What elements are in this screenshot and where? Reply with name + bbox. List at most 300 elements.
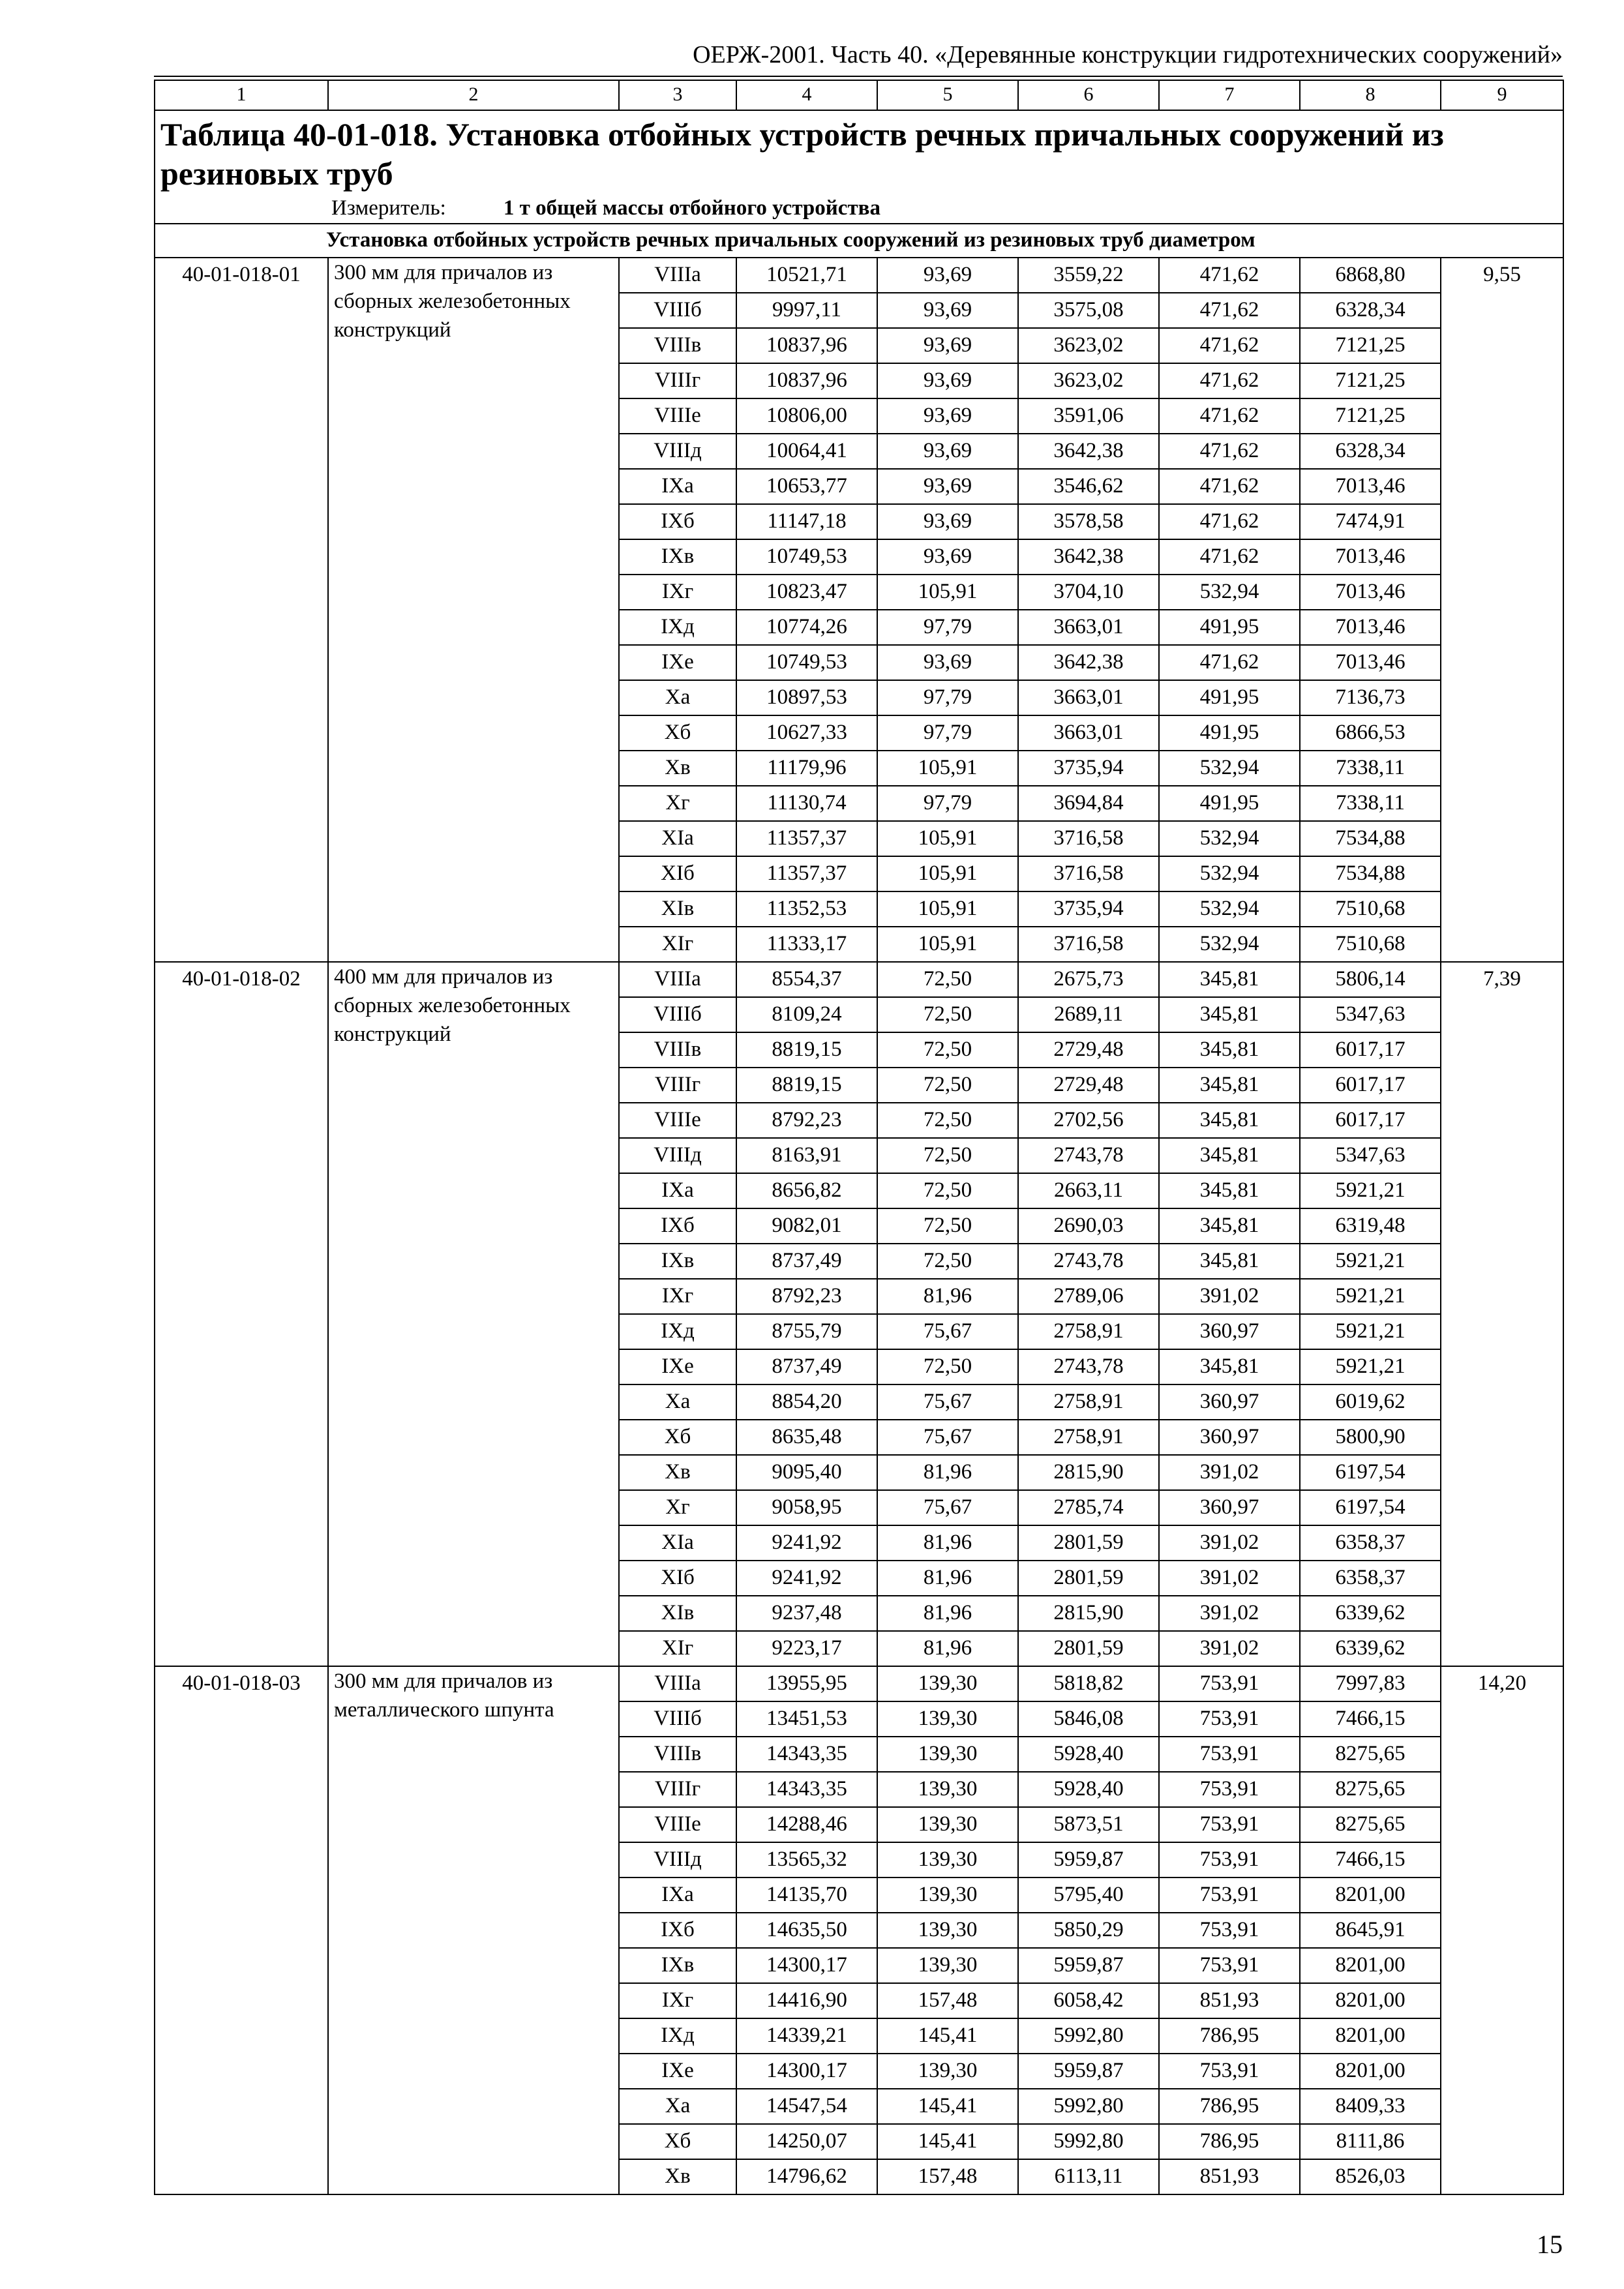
region-code: IXе [619,645,736,680]
cost-total: 14547,54 [736,2089,877,2124]
cost-wages-machinists: 93,69 [877,434,1018,469]
cost-wages-machinists: 97,79 [877,786,1018,821]
cost-wages: 753,91 [1159,1948,1300,1983]
cost-wages-machinists: 105,91 [877,575,1018,610]
cost-total: 9237,48 [736,1596,877,1631]
cost-machines: 2815,90 [1018,1455,1159,1490]
cost-machines: 2663,11 [1018,1173,1159,1208]
cost-wages: 345,81 [1159,1032,1300,1068]
cost-total: 14796,62 [736,2159,877,2194]
region-code: IXб [619,504,736,539]
cost-wages-machinists: 97,79 [877,715,1018,751]
cost-wages: 471,62 [1159,258,1300,293]
cost-machines: 2743,78 [1018,1244,1159,1279]
cost-total: 8819,15 [736,1068,877,1103]
cost-total: 8819,15 [736,1032,877,1068]
cost-total: 14135,70 [736,1878,877,1913]
cost-materials: 5921,21 [1300,1314,1441,1349]
column-number: 6 [1018,80,1159,110]
cost-machines: 3663,01 [1018,715,1159,751]
cost-materials: 5921,21 [1300,1349,1441,1384]
cost-wages: 471,62 [1159,645,1300,680]
cost-total: 13565,32 [736,1842,877,1878]
region-code: VIIIе [619,1103,736,1138]
region-code: Xг [619,1490,736,1525]
region-code: IXг [619,1279,736,1314]
cost-wages-machinists: 93,69 [877,293,1018,328]
column-number: 4 [736,80,877,110]
cost-total: 9241,92 [736,1525,877,1561]
cost-materials: 7510,68 [1300,927,1441,962]
table-title: Таблица 40-01-018. Установка отбойных устройств речных причальных сооружений из резиновых труб [160,116,1444,192]
column-number: 1 [155,80,328,110]
cost-total: 11130,74 [736,786,877,821]
region-code: IXд [619,610,736,645]
cost-total: 10653,77 [736,469,877,504]
region-code: Xа [619,2089,736,2124]
cost-wages-machinists: 139,30 [877,1666,1018,1701]
cost-materials: 7534,88 [1300,856,1441,891]
cost-wages-machinists: 72,50 [877,997,1018,1032]
labor-cost: 9,55 [1441,258,1563,962]
cost-materials: 7534,88 [1300,821,1441,856]
cost-materials: 7013,46 [1300,575,1441,610]
cost-materials: 5347,63 [1300,1138,1441,1173]
cost-materials: 6358,37 [1300,1525,1441,1561]
cost-materials: 8201,00 [1300,2054,1441,2089]
item-code: 40-01-018-03 [155,1666,328,2194]
cost-machines: 2702,56 [1018,1103,1159,1138]
cost-materials: 8275,65 [1300,1772,1441,1807]
cost-materials: 6197,54 [1300,1490,1441,1525]
region-code: IXе [619,1349,736,1384]
cost-materials: 8275,65 [1300,1737,1441,1772]
cost-materials: 7121,25 [1300,363,1441,398]
cost-total: 8792,23 [736,1279,877,1314]
region-code: VIIIа [619,258,736,293]
region-code: VIIIг [619,1068,736,1103]
table-row [155,962,1563,997]
cost-wages: 753,91 [1159,1842,1300,1878]
cost-wages: 491,95 [1159,680,1300,715]
cost-wages-machinists: 72,50 [877,1173,1018,1208]
cost-wages-machinists: 75,67 [877,1314,1018,1349]
cost-total: 8109,24 [736,997,877,1032]
cost-wages: 345,81 [1159,997,1300,1032]
cost-total: 8656,82 [736,1173,877,1208]
column-number: 7 [1159,80,1300,110]
cost-total: 8737,49 [736,1349,877,1384]
measure-value: 1 т общей массы отбойного устройства [503,196,880,220]
cost-wages: 391,02 [1159,1561,1300,1596]
cost-total: 11352,53 [736,891,877,927]
cost-total: 8554,37 [736,962,877,997]
region-code: Xб [619,1420,736,1455]
cost-total: 8163,91 [736,1138,877,1173]
cost-total: 10774,26 [736,610,877,645]
cost-total: 14300,17 [736,1948,877,1983]
cost-materials: 6358,37 [1300,1561,1441,1596]
cost-wages: 491,95 [1159,786,1300,821]
cost-total: 8854,20 [736,1384,877,1420]
cost-machines: 2689,11 [1018,997,1159,1032]
cost-materials: 5921,21 [1300,1279,1441,1314]
cost-wages: 360,97 [1159,1384,1300,1420]
cost-wages-machinists: 139,30 [877,1913,1018,1948]
cost-wages: 491,95 [1159,715,1300,751]
cost-total: 10627,33 [736,715,877,751]
table-title-cell [155,110,1563,224]
cost-total: 10823,47 [736,575,877,610]
region-code: IXа [619,1878,736,1913]
cost-wages: 532,94 [1159,891,1300,927]
cost-machines: 3642,38 [1018,434,1159,469]
cost-wages-machinists: 72,50 [877,1349,1018,1384]
cost-machines: 2785,74 [1018,1490,1159,1525]
cost-materials: 6339,62 [1300,1596,1441,1631]
cost-materials: 8526,03 [1300,2159,1441,2194]
cost-wages-machinists: 72,50 [877,1244,1018,1279]
cost-machines: 3735,94 [1018,891,1159,927]
cost-wages: 391,02 [1159,1596,1300,1631]
region-code: XIб [619,1561,736,1596]
cost-machines: 3591,06 [1018,398,1159,434]
region-code: IXб [619,1913,736,1948]
cost-wages-machinists: 81,96 [877,1279,1018,1314]
region-code: IXе [619,2054,736,2089]
cost-wages: 345,81 [1159,1244,1300,1279]
cost-wages-machinists: 97,79 [877,680,1018,715]
cost-total: 14343,35 [736,1737,877,1772]
cost-materials: 5921,21 [1300,1173,1441,1208]
region-code: VIIIв [619,1737,736,1772]
cost-machines: 3716,58 [1018,927,1159,962]
cost-machines: 3642,38 [1018,539,1159,575]
cost-total: 11357,37 [736,856,877,891]
cost-wages: 786,95 [1159,2018,1300,2054]
cost-wages: 471,62 [1159,539,1300,575]
cost-wages-machinists: 93,69 [877,504,1018,539]
cost-wages: 753,91 [1159,1772,1300,1807]
region-code: IXг [619,575,736,610]
region-code: Xв [619,751,736,786]
cost-machines: 3575,08 [1018,293,1159,328]
cost-machines: 6113,11 [1018,2159,1159,2194]
cost-materials: 5806,14 [1300,962,1441,997]
cost-machines: 2815,90 [1018,1596,1159,1631]
cost-materials: 7121,25 [1300,328,1441,363]
cost-wages-machinists: 157,48 [877,2159,1018,2194]
cost-wages-machinists: 75,67 [877,1384,1018,1420]
cost-machines: 2758,91 [1018,1314,1159,1349]
region-code: Xв [619,2159,736,2194]
region-code: VIIIе [619,1807,736,1842]
cost-machines: 2675,73 [1018,962,1159,997]
column-number: 8 [1300,80,1441,110]
cost-materials: 7997,83 [1300,1666,1441,1701]
cost-wages-machinists: 93,69 [877,645,1018,680]
cost-machines: 2801,59 [1018,1631,1159,1666]
cost-wages: 532,94 [1159,927,1300,962]
cost-total: 10806,00 [736,398,877,434]
cost-machines: 2758,91 [1018,1420,1159,1455]
cost-wages-machinists: 93,69 [877,469,1018,504]
cost-wages-machinists: 93,69 [877,258,1018,293]
cost-materials: 5921,21 [1300,1244,1441,1279]
cost-total: 8755,79 [736,1314,877,1349]
cost-materials: 8201,00 [1300,2018,1441,2054]
cost-wages: 471,62 [1159,504,1300,539]
labor-cost: 7,39 [1441,962,1563,1666]
cost-wages: 391,02 [1159,1525,1300,1561]
item-code: 40-01-018-01 [155,258,328,962]
cost-wages-machinists: 93,69 [877,398,1018,434]
region-code: XIа [619,821,736,856]
cost-materials: 5347,63 [1300,997,1441,1032]
cost-total: 14250,07 [736,2124,877,2159]
region-code: XIб [619,856,736,891]
region-code: VIIIг [619,1772,736,1807]
cost-machines: 5959,87 [1018,1948,1159,1983]
region-code: VIIIв [619,1032,736,1068]
cost-wages-machinists: 139,30 [877,1948,1018,1983]
cost-total: 9095,40 [736,1455,877,1490]
cost-wages: 753,91 [1159,1807,1300,1842]
cost-machines: 6058,42 [1018,1983,1159,2018]
cost-materials: 6197,54 [1300,1455,1441,1490]
cost-machines: 3735,94 [1018,751,1159,786]
cost-total: 10837,96 [736,328,877,363]
cost-total: 14635,50 [736,1913,877,1948]
cost-wages-machinists: 145,41 [877,2018,1018,2054]
cost-machines: 3716,58 [1018,821,1159,856]
cost-machines: 2801,59 [1018,1525,1159,1561]
cost-materials: 7013,46 [1300,645,1441,680]
cost-materials: 8645,91 [1300,1913,1441,1948]
cost-wages: 391,02 [1159,1631,1300,1666]
cost-total: 10837,96 [736,363,877,398]
region-code: VIIIа [619,962,736,997]
cost-machines: 2789,06 [1018,1279,1159,1314]
cost-materials: 7121,25 [1300,398,1441,434]
page-number: 15 [1537,2230,1563,2259]
region-code: IXв [619,539,736,575]
column-number: 2 [328,80,619,110]
region-code: IXб [619,1208,736,1244]
cost-wages: 786,95 [1159,2089,1300,2124]
cost-total: 9223,17 [736,1631,877,1666]
cost-materials: 7013,46 [1300,610,1441,645]
cost-total: 8635,48 [736,1420,877,1455]
cost-materials: 7474,91 [1300,504,1441,539]
cost-machines: 5959,87 [1018,1842,1159,1878]
cost-total: 14339,21 [736,2018,877,2054]
cost-machines: 3623,02 [1018,328,1159,363]
cost-materials: 6328,34 [1300,293,1441,328]
cost-materials: 6319,48 [1300,1208,1441,1244]
cost-wages: 471,62 [1159,398,1300,434]
cost-materials: 6017,17 [1300,1103,1441,1138]
region-code: VIIIв [619,328,736,363]
cost-materials: 7338,11 [1300,786,1441,821]
cost-wages: 360,97 [1159,1314,1300,1349]
region-code: VIIIд [619,434,736,469]
region-code: XIв [619,1596,736,1631]
cost-materials: 8409,33 [1300,2089,1441,2124]
cost-total: 10897,53 [736,680,877,715]
cost-wages: 851,93 [1159,1983,1300,2018]
cost-materials: 7013,46 [1300,539,1441,575]
cost-wages: 345,81 [1159,1349,1300,1384]
cost-wages-machinists: 157,48 [877,1983,1018,2018]
cost-wages: 471,62 [1159,293,1300,328]
cost-machines: 5992,80 [1018,2124,1159,2159]
item-description: 300 мм для причалов из металлического шпунта [328,1666,619,2194]
cost-machines: 2801,59 [1018,1561,1159,1596]
cost-machines: 2729,48 [1018,1032,1159,1068]
cost-wages: 753,91 [1159,2054,1300,2089]
cost-wages-machinists: 105,91 [877,856,1018,891]
labor-cost: 14,20 [1441,1666,1563,2194]
cost-machines: 5928,40 [1018,1772,1159,1807]
region-code: VIIIд [619,1138,736,1173]
cost-machines: 3663,01 [1018,680,1159,715]
cost-wages-machinists: 139,30 [877,1878,1018,1913]
cost-machines: 5992,80 [1018,2018,1159,2054]
price-table [154,80,1564,2195]
table-subtitle: Установка отбойных устройств речных причальных сооружений из резиновых труб диаметром [155,224,1563,258]
cost-wages-machinists: 139,30 [877,1772,1018,1807]
region-code: XIг [619,1631,736,1666]
cost-wages: 471,62 [1159,434,1300,469]
column-number-row [155,80,1563,110]
region-code: IXд [619,2018,736,2054]
region-code: Xа [619,1384,736,1420]
cost-wages: 345,81 [1159,1068,1300,1103]
cost-materials: 7013,46 [1300,469,1441,504]
cost-total: 8792,23 [736,1103,877,1138]
cost-materials: 7466,15 [1300,1842,1441,1878]
cost-wages-machinists: 105,91 [877,891,1018,927]
cost-materials: 6868,80 [1300,258,1441,293]
region-code: Xа [619,680,736,715]
item-code: 40-01-018-02 [155,962,328,1666]
cost-wages-machinists: 72,50 [877,1138,1018,1173]
cost-machines: 3694,84 [1018,786,1159,821]
cost-total: 10749,53 [736,539,877,575]
cost-wages: 532,94 [1159,856,1300,891]
cost-total: 14288,46 [736,1807,877,1842]
cost-wages: 471,62 [1159,363,1300,398]
cost-materials: 6017,17 [1300,1032,1441,1068]
cost-wages: 753,91 [1159,1878,1300,1913]
cost-wages-machinists: 145,41 [877,2089,1018,2124]
cost-materials: 7510,68 [1300,891,1441,927]
region-code: VIIIб [619,1701,736,1737]
cost-materials: 8201,00 [1300,1878,1441,1913]
cost-total: 10064,41 [736,434,877,469]
region-code: Xг [619,786,736,821]
region-code: IXд [619,1314,736,1349]
cost-machines: 5818,82 [1018,1666,1159,1701]
cost-machines: 3559,22 [1018,258,1159,293]
region-code: XIг [619,927,736,962]
cost-wages-machinists: 81,96 [877,1631,1018,1666]
cost-materials: 7338,11 [1300,751,1441,786]
cost-total: 13451,53 [736,1701,877,1737]
cost-wages: 345,81 [1159,962,1300,997]
region-code: XIа [619,1525,736,1561]
cost-machines: 5846,08 [1018,1701,1159,1737]
cost-wages: 391,02 [1159,1455,1300,1490]
table-row [155,258,1563,293]
table-row [155,1666,1563,1701]
region-code: IXа [619,1173,736,1208]
cost-total: 13955,95 [736,1666,877,1701]
cost-wages-machinists: 72,50 [877,962,1018,997]
column-number: 5 [877,80,1018,110]
cost-wages: 532,94 [1159,821,1300,856]
cost-wages-machinists: 72,50 [877,1103,1018,1138]
cost-wages-machinists: 75,67 [877,1490,1018,1525]
cost-wages-machinists: 81,96 [877,1596,1018,1631]
region-code: IXг [619,1983,736,2018]
region-code: IXв [619,1948,736,1983]
subtitle-row [155,224,1563,258]
cost-total: 10749,53 [736,645,877,680]
cost-machines: 5795,40 [1018,1878,1159,1913]
cost-machines: 2743,78 [1018,1138,1159,1173]
cost-machines: 5928,40 [1018,1737,1159,1772]
cost-materials: 8111,86 [1300,2124,1441,2159]
cost-machines: 5850,29 [1018,1913,1159,1948]
cost-wages-machinists: 105,91 [877,751,1018,786]
cost-wages-machinists: 93,69 [877,539,1018,575]
cost-wages: 753,91 [1159,1913,1300,1948]
column-number: 3 [619,80,736,110]
cost-wages-machinists: 81,96 [877,1455,1018,1490]
cost-wages: 345,81 [1159,1103,1300,1138]
cost-wages-machinists: 145,41 [877,2124,1018,2159]
cost-wages-machinists: 139,30 [877,1737,1018,1772]
cost-wages: 532,94 [1159,575,1300,610]
item-description: 400 мм для причалов из сборных железобетонных конструкций [328,962,619,1666]
cost-total: 9241,92 [736,1561,877,1596]
cost-wages: 532,94 [1159,751,1300,786]
cost-total: 14343,35 [736,1772,877,1807]
cost-machines: 3578,58 [1018,504,1159,539]
region-code: Xб [619,715,736,751]
region-code: VIIIг [619,363,736,398]
cost-materials: 5800,90 [1300,1420,1441,1455]
cost-wages-machinists: 72,50 [877,1068,1018,1103]
cost-machines: 2690,03 [1018,1208,1159,1244]
cost-wages: 753,91 [1159,1701,1300,1737]
region-code: VIIIе [619,398,736,434]
item-description: 300 мм для причалов из сборных железобетонных конструкций [328,258,619,962]
cost-machines: 3642,38 [1018,645,1159,680]
region-code: XIв [619,891,736,927]
cost-total: 11147,18 [736,504,877,539]
region-code: VIIIа [619,1666,736,1701]
cost-machines: 2758,91 [1018,1384,1159,1420]
cost-wages-machinists: 81,96 [877,1525,1018,1561]
cost-machines: 3546,62 [1018,469,1159,504]
cost-wages: 491,95 [1159,610,1300,645]
title-row [155,110,1563,224]
cost-wages: 753,91 [1159,1666,1300,1701]
cost-wages-machinists: 72,50 [877,1208,1018,1244]
